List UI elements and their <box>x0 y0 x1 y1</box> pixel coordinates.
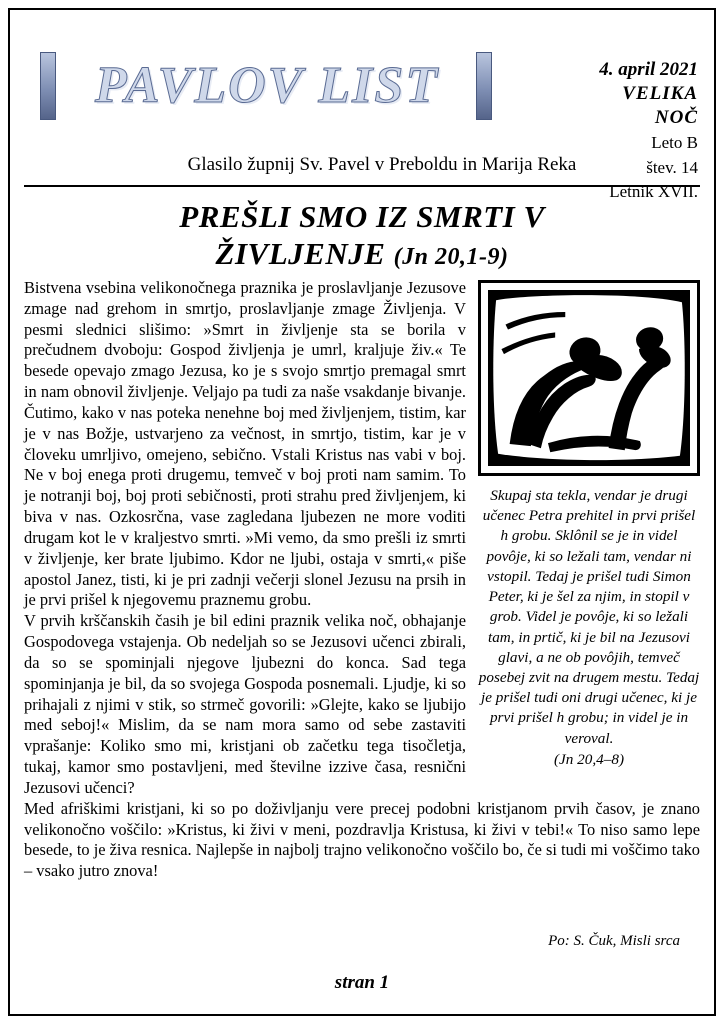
running-disciples-icon <box>488 290 690 466</box>
liturgical-year: Leto B <box>651 133 698 153</box>
headline-scripture-reference: (Jn 20,1-9) <box>393 244 509 271</box>
article-paragraph-1: Bistvena vsebina velikonočnega praznika je proslavljanje Jezusove zmage nad grehom in smrtjo, proslavljanje zmage Življenja. V pesmi slednici slišimo: »Smrt in življenje sta se borila v prečudnem dvoboju: Gospod življenja je umrl, kraljuje živ.« Te besede opevajo zmago Jezusa, ko je s svojo smrtjo premagal smrt in nam obnovil življenje. Veljajo pa tudi za naše vsakdanje bivanje. Čutimo, kako v nas poteka nenehne boj med življenjem, tistim, kar je v nas Božje, ustvarjeno za večnost, in smrtjo, tistim, kar je v človeku umrljivo, omejeno, sebično. Vstali Kristus nas vabi v boj. Ne v boj enega proti drugemu, temveč v boj proti nam samim. To je notranji boj, boj proti sebičnosti, proti strahu pred življenjem, ki biva v nas. Ozkosrčna, vase zagledana ljubezen ne more voditi drugam kot le v kraljestvo smrti. »Mi vemo, da smo prešli iz smrti v življenje, ker brate ljubimo. Kdor ne ljubi, ostaja v smrti,« piše apostol Janez, tisti, ki je pri zadnji večerji slonel Jezusu na prsih in je prvi prišel k njegovemu praznemu grobu. <box>24 278 466 610</box>
article-headline <box>24 198 700 272</box>
headline-line1: PREŠLI SMO IZ SMRTI V <box>179 199 545 234</box>
publication-title: PAVLOV LIST <box>94 57 440 114</box>
article-paragraph-3: Med afriškimi kristjani, ki so po doživljanju vere precej podobni kristjanom prvih časov, je znano velikonočno voščilo: »Kristus, ki živi v meni, pozdravlja Kristusa, ki živi v tebi!« To niso samo lepe besede, to je živa resnica. Najlepše in najbolj trajno velikonočno voščilo bo, če si tudi mi voščimo tako – vsako jutro znova! <box>24 798 700 881</box>
publication-subtitle-text: Glasilo župnij Sv. Pavel v Preboldu in Marija Reka <box>187 154 577 175</box>
article-figure <box>478 280 700 769</box>
issue-number: štev. 14 <box>646 157 698 177</box>
masthead-issue-block <box>498 58 698 202</box>
article-paragraph-2: V prvih krščanskih časih je bil edini praznik velika noč, obhajanje Gospodovega vstajenja. Ob nedeljah so se Jezusovi učenci zbirali, da so se spominjali njegove ljubezni do konca. Sad tega spominjanja je bil, da so svojega Gospoda posnemali. Ljudje, ki so prihajali z njimi v stik, so strmeč govorili: »Glejte, kako se ljubijo med seboj!« Mislim, da se nam mora samo od sebe zastaviti vprašanje: Koliko smo mi, kristjani ob začetku tega tisočletja, tukaj, kamor smo postavljeni, med številne izzive časa, resnični Jezusovi učenci? <box>24 611 466 797</box>
feast-name-line2: NOČ <box>654 106 698 128</box>
headline-line2: ŽIVLJENJE <box>215 236 386 272</box>
volume-number: Letnik XVII. <box>609 181 698 201</box>
figure-frame <box>478 280 700 476</box>
figure-illustration <box>488 290 690 466</box>
publication-subtitle <box>24 154 700 176</box>
article-body <box>24 278 700 1006</box>
figure-caption: Skupaj sta tekla, vendar je drugi učenec Petra prehitel in prvi prišel h grobu. Sklônil se je in videl povôje, ki so ležali tam, vendar ni vstopil. Tedaj je prišel tudi Simon Peter, ki je šel za njim, in stopil v grob. Videl je povôje, ki so ležali tam, in prtič, ki je bil na Jezusovi glavi, a ne ob povôjih, temveč posebej zvit na drugem mestu. Tedaj je prišel tudi oni drugi učenec, ki je prvi prišel h grobu; in videl je in veroval. <box>478 487 700 747</box>
masthead <box>24 22 700 272</box>
masthead-divider <box>24 185 700 187</box>
page-number: stran 1 <box>334 972 390 993</box>
issue-date: 4. april 2021 <box>599 59 698 80</box>
article-byline: Po: S. Čuk, Misli srca <box>548 933 680 949</box>
figure-scripture-reference: (Jn 20,4–8) <box>553 750 624 768</box>
feast-name-line1: VELIKA <box>622 82 698 104</box>
